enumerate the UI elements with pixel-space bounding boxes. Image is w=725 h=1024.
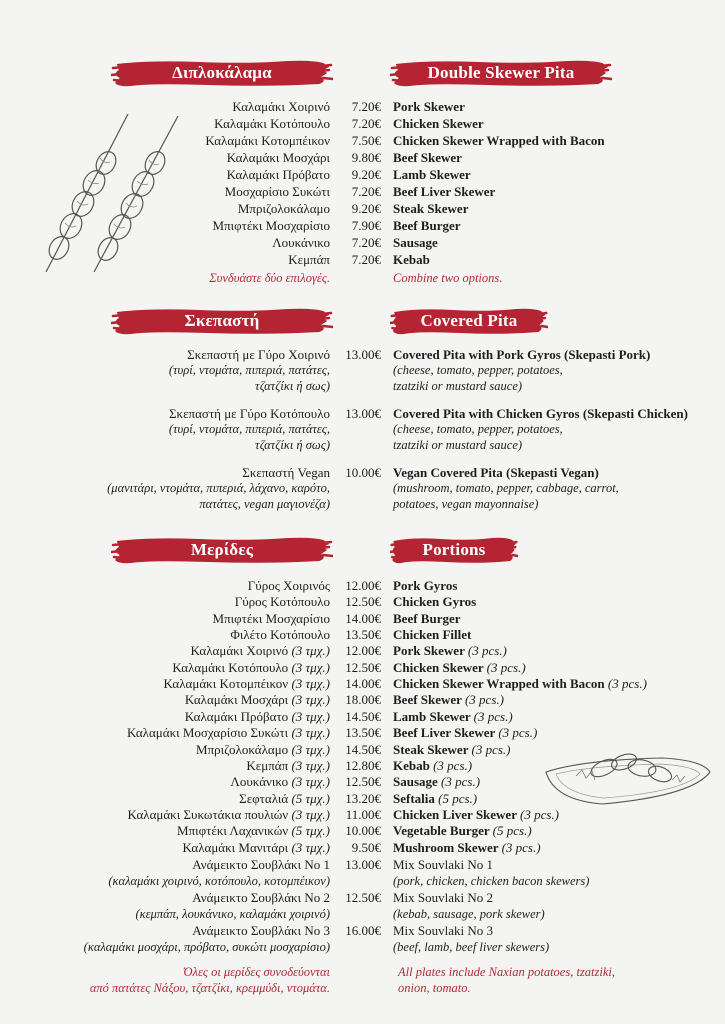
- item-price: 12.50€: [345, 659, 381, 675]
- item-name-gr: [185, 709, 330, 725]
- item-name-en: Steak Skewer: [393, 201, 469, 216]
- item-name-en-text: Beef Skewer: [393, 692, 462, 708]
- item-price: 14.00€: [345, 610, 381, 626]
- item-name-gr: Καλαμάκι Χοιρινό: [232, 99, 330, 114]
- item-price: 7.20€: [351, 184, 381, 199]
- item-name-en: [393, 758, 472, 774]
- mix-name-gr: Ανάμεικτο Σουβλάκι Νο 1: [192, 857, 330, 872]
- item-name-gr: [235, 594, 330, 610]
- item-name-en: Sausage: [393, 235, 438, 250]
- mix-name-en: Mix Souvlaki No 3: [393, 923, 494, 938]
- item-qty-gr: (3 τμχ.): [291, 725, 330, 741]
- mix-desc-gr: (καλαμάκι μοσχάρι, πρόβατο, συκώτι μοσχαρίσιο): [83, 940, 330, 954]
- item-name-gr: [183, 840, 331, 856]
- item-name-en: Beef Burger: [393, 218, 461, 233]
- mix-name-gr: Ανάμεικτο Σουβλάκι Νο 2: [192, 890, 330, 905]
- item-name-gr: [191, 643, 330, 659]
- mix-name-en: Mix Souvlaki No 2: [393, 890, 494, 905]
- item-name-en-text: Chicken Skewer Wrapped with Bacon: [393, 676, 605, 692]
- item-name-gr: [177, 823, 330, 839]
- item-name-en-text: Chicken Skewer: [393, 659, 484, 675]
- item-name-gr: [246, 758, 330, 774]
- plates-note-gr: από πατάτες Νάξου, τζατζίκι, κρεμμύδι, ντομάτα.: [89, 981, 330, 995]
- section-title-gr: Μερίδες: [190, 540, 254, 559]
- item-name-en-text: Chicken Fillet: [393, 627, 472, 643]
- mix-name-en: Mix Souvlaki No 1: [393, 857, 494, 872]
- item-name-gr: Λουκάνικο: [272, 235, 330, 250]
- plate-illustration-icon: [542, 738, 714, 810]
- item-name-en: [393, 709, 513, 725]
- item-name-gr-text: Σεφταλιά: [239, 790, 289, 806]
- item-qty-en: (3 pcs.): [501, 839, 541, 855]
- section-title-en: Double Skewer Pita: [427, 63, 575, 82]
- item-price: 14.50€: [345, 708, 381, 724]
- item-price: 12.00€: [345, 643, 381, 659]
- item-desc-en: (cheese, tomato, pepper, potatoes,: [393, 422, 563, 436]
- item-name-en: Beef Liver Skewer: [393, 184, 496, 199]
- item-name-gr: [230, 627, 330, 643]
- item-price: 13.20€: [345, 790, 381, 806]
- item-name-gr-text: Καλαμάκι Χοιρινό: [190, 643, 289, 659]
- plates-note-en: onion, tomato.: [398, 981, 471, 995]
- mix-desc-en: (kebab, sausage, pork skewer): [393, 907, 545, 921]
- item-qty-en: (5 pcs.): [438, 790, 478, 806]
- item-name-gr: [196, 742, 330, 758]
- mix-price: 13.00€: [345, 857, 381, 872]
- item-price: 13.00€: [345, 406, 381, 421]
- banner-covered-pita: [390, 306, 548, 336]
- item-desc-en: (mushroom, tomato, pepper, cabbage, carrot,: [393, 481, 619, 495]
- item-name-en-text: Seftalia: [393, 790, 435, 806]
- item-desc-en: (cheese, tomato, pepper, potatoes,: [393, 363, 563, 377]
- item-name-gr: Καλαμάκι Πρόβατο: [226, 167, 330, 182]
- item-name-gr: Μπριζολοκάλαμο: [237, 201, 330, 216]
- item-name-gr-text: Φιλέτο Κοτόπουλο: [230, 627, 330, 643]
- item-name-gr: [172, 660, 330, 676]
- item-name-en-text: Vegetable Burger: [393, 823, 490, 839]
- item-name-en: [393, 807, 559, 823]
- item-qty-en: (3 pcs.): [441, 774, 481, 790]
- item-qty-en: (3 pcs.): [498, 725, 538, 741]
- item-desc-gr: τζατζίκι ή σως): [255, 378, 330, 393]
- item-name-en-text: Lamb Skewer: [393, 708, 471, 724]
- item-price: 12.80€: [345, 757, 381, 773]
- item-name-gr-text: Καλαμάκι Κοτομπέικον: [163, 676, 289, 692]
- item-qty-gr: (5 τμχ.): [291, 790, 330, 806]
- banner-diplokalama: [111, 58, 333, 88]
- item-qty-gr: (3 τμχ.): [291, 839, 330, 855]
- item-desc-en: potatoes, vegan mayonnaise): [393, 496, 539, 511]
- item-name-en: [393, 578, 457, 594]
- item-qty-en: (5 pcs.): [492, 823, 532, 839]
- item-qty-gr: (3 τμχ.): [291, 774, 330, 790]
- item-name-en: Pork Skewer: [393, 99, 465, 114]
- banner-merides: [111, 535, 333, 565]
- item-name-en: [393, 676, 647, 692]
- item-desc-en: tzatziki or mustard sauce): [393, 378, 523, 393]
- item-name-en: [393, 594, 476, 610]
- mix-price: 16.00€: [345, 923, 381, 938]
- item-name-gr: [239, 791, 330, 807]
- mix-desc-en: (pork, chicken, chicken bacon skewers): [393, 874, 590, 888]
- item-desc-gr: (μανιτάρι, ντομάτα, πιπεριά, λάχανο, καρότο,: [107, 481, 330, 495]
- item-price: 12.50€: [345, 774, 381, 790]
- section-title-gr: Διπλοκάλαμα: [172, 63, 272, 82]
- item-price: 9.20€: [351, 167, 381, 182]
- item-name-gr: [185, 692, 330, 708]
- combine-note-en: Combine two options.: [393, 271, 503, 285]
- item-name-gr-text: Καλαμάκι Μοσχάρι: [184, 692, 289, 708]
- item-price: 7.20€: [351, 116, 381, 131]
- item-qty-en: (3 pcs.): [471, 741, 511, 757]
- item-name-gr-text: Γύρος Κοτόπουλο: [234, 594, 330, 610]
- item-name-en-text: Pork Skewer: [393, 643, 465, 659]
- item-qty-en: (3 pcs.): [467, 643, 507, 659]
- item-price: 13.00€: [345, 347, 381, 362]
- item-name-en: Chicken Skewer Wrapped with Bacon: [393, 133, 605, 148]
- item-name-en: Kebab: [393, 252, 430, 267]
- item-price: 9.80€: [351, 150, 381, 165]
- plates-note-gr: Όλες οι μερίδες συνοδεύονται: [183, 965, 330, 979]
- item-name-gr: [230, 774, 330, 790]
- item-name-en-text: Kebab: [393, 757, 430, 773]
- item-name-gr-text: Καλαμάκι Μανιτάρι: [182, 839, 289, 855]
- item-name-en: [393, 791, 477, 807]
- item-price: 12.50€: [345, 594, 381, 610]
- item-name-gr: Μπιφτέκι Μοσχαρίσιο: [212, 218, 330, 233]
- skewers-illustration-icon: [28, 108, 188, 278]
- item-name-gr: Καλαμάκι Κοτομπέικον: [205, 133, 330, 148]
- item-name-en-text: Mushroom Skewer: [393, 839, 499, 855]
- item-name-en: Covered Pita with Pork Gyros (Skepasti Pork): [393, 347, 651, 362]
- item-price: 7.50€: [351, 133, 381, 148]
- item-qty-gr: (3 τμχ.): [291, 757, 330, 773]
- item-desc-gr: τζατζίκι ή σως): [255, 437, 330, 452]
- plates-note-en: All plates include Naxian potatoes, tzatziki,: [398, 965, 615, 979]
- combine-note-gr: Συνδυάστε δύο επιλογές.: [209, 271, 330, 285]
- item-qty-en: (3 pcs.): [520, 806, 559, 822]
- item-name-gr-text: Κεμπάπ: [246, 757, 289, 773]
- banner-skepasti: [111, 306, 333, 336]
- item-name-en: [393, 660, 526, 676]
- mix-price: 12.50€: [345, 890, 381, 905]
- item-qty-gr: (3 τμχ.): [291, 692, 330, 708]
- mix-desc-en: (beef, lamb, beef liver skewers): [393, 940, 550, 954]
- item-name-en: Beef Skewer: [393, 150, 462, 165]
- banner-portions: [390, 535, 518, 565]
- item-price: 7.20€: [351, 99, 381, 114]
- item-name-en: Lamb Skewer: [393, 167, 471, 182]
- item-qty-gr: (3 τμχ.): [291, 659, 330, 675]
- item-name-gr: [248, 578, 330, 594]
- item-name-gr: [213, 611, 330, 627]
- item-price: 7.90€: [351, 218, 381, 233]
- item-price: 7.20€: [351, 235, 381, 250]
- item-name-gr-text: Μπιφτέκι Μοσχαρίσιο: [212, 610, 330, 626]
- section-title-gr: Σκεπαστή: [184, 311, 260, 330]
- item-price: 14.00€: [345, 676, 381, 692]
- item-name-gr-text: Καλαμάκι Συκωτάκια πουλιών: [127, 806, 289, 822]
- item-name-gr-text: Καλαμάκι Πρόβατο: [184, 708, 289, 724]
- item-name-en: [393, 725, 537, 741]
- item-price: 7.20€: [351, 252, 381, 267]
- item-qty-en: (3 pcs.): [607, 676, 647, 692]
- item-name-en: Vegan Covered Pita (Skepasti Vegan): [393, 465, 599, 480]
- item-price: 12.00€: [345, 578, 381, 593]
- item-name-gr: Σκεπαστή Vegan: [242, 465, 330, 480]
- item-name-en: [393, 840, 541, 856]
- item-name-gr-text: Λουκάνικο: [230, 774, 289, 790]
- item-name-gr: [128, 807, 330, 823]
- item-name-en: Chicken Skewer: [393, 116, 484, 131]
- item-name-gr: Σκεπαστή με Γύρο Χοιρινό: [187, 347, 330, 362]
- item-name-gr: Κεμπάπ: [288, 252, 330, 267]
- item-price: 9.20€: [351, 201, 381, 216]
- item-name-en-text: Beef Burger: [393, 610, 461, 626]
- mix-desc-gr: (κεμπάπ, λουκάνικο, καλαμάκι χοιρινό): [135, 907, 330, 921]
- item-name-gr: Καλαμάκι Μοσχάρι: [226, 150, 330, 165]
- item-price: 13.50€: [345, 627, 381, 643]
- item-name-en: [393, 823, 532, 839]
- item-qty-gr: (3 τμχ.): [291, 741, 330, 757]
- item-name-en: [393, 611, 461, 627]
- item-name-gr-text: Μπριζολοκάλαμο: [196, 741, 289, 757]
- item-desc-gr: (τυρί, ντομάτα, πιπεριά, πατάτες,: [168, 422, 330, 436]
- item-qty-en: (3 pcs.): [433, 757, 473, 773]
- item-desc-gr: (τυρί, ντομάτα, πιπεριά, πατάτες,: [168, 363, 330, 377]
- item-name-gr: Μοσχαρίσιο Συκώτι: [224, 184, 330, 199]
- item-qty-gr: (5 τμχ.): [291, 823, 330, 839]
- item-price: 14.50€: [345, 741, 381, 757]
- item-name-gr-text: Καλαμάκι Κοτόπουλο: [172, 659, 289, 675]
- item-name-en: Covered Pita with Chicken Gyros (Skepasti Chicken): [393, 406, 688, 421]
- item-name-en-text: Chicken Liver Skewer: [393, 806, 517, 822]
- item-desc-gr: πατάτες, vegan μαγιονέζα): [199, 496, 330, 511]
- item-name-en: [393, 774, 480, 790]
- item-name-en-text: Chicken Gyros: [393, 594, 477, 610]
- item-name-en: [393, 692, 504, 708]
- item-price: 9.50€: [351, 839, 381, 855]
- item-qty-en: (3 pcs.): [464, 692, 504, 708]
- item-qty-gr: (3 τμχ.): [291, 708, 330, 724]
- item-name-gr: Καλαμάκι Κοτόπουλο: [214, 116, 330, 131]
- section-title-en: Portions: [422, 540, 486, 559]
- section-title-en: Covered Pita: [420, 311, 518, 330]
- item-name-en: [393, 627, 471, 643]
- mix-desc-gr: (καλαμάκι χοιρινό, κοτόπουλο, κοτομπέικον): [108, 874, 330, 888]
- item-qty-en: (3 pcs.): [486, 659, 526, 675]
- item-name-gr: Σκεπαστή με Γύρο Κοτόπουλο: [168, 406, 330, 421]
- mix-name-gr: Ανάμεικτο Σουβλάκι Νο 3: [192, 923, 330, 938]
- item-name-gr-text: Καλαμάκι Μοσχαρίσιο Συκώτι: [126, 725, 289, 741]
- item-qty-gr: (3 τμχ.): [291, 676, 330, 692]
- item-name-gr: [164, 676, 330, 692]
- item-name-en-text: Beef Liver Skewer: [393, 725, 496, 741]
- item-name-en-text: Sausage: [393, 774, 438, 790]
- item-price: 10.00€: [345, 465, 381, 480]
- item-price: 18.00€: [345, 692, 381, 708]
- item-qty-en: (3 pcs.): [473, 708, 513, 724]
- banner-double-skewer: [390, 58, 612, 88]
- item-desc-en: tzatziki or mustard sauce): [393, 437, 523, 452]
- item-qty-gr: (3 τμχ.): [291, 643, 330, 659]
- item-name-en: [393, 742, 510, 758]
- item-name-en: [393, 643, 507, 659]
- item-price: 10.00€: [345, 823, 381, 839]
- item-price: 13.50€: [345, 725, 381, 741]
- item-qty-gr: (3 τμχ.): [291, 806, 330, 822]
- item-name-gr-text: Μπιφτέκι Λαχανικών: [177, 823, 289, 839]
- item-name-gr-text: Γύρος Χοιρινός: [247, 578, 330, 593]
- item-name-en-text: Pork Gyros: [393, 578, 458, 593]
- item-name-en-text: Steak Skewer: [393, 741, 469, 757]
- item-price: 11.00€: [345, 806, 381, 822]
- item-name-gr: [127, 725, 330, 741]
